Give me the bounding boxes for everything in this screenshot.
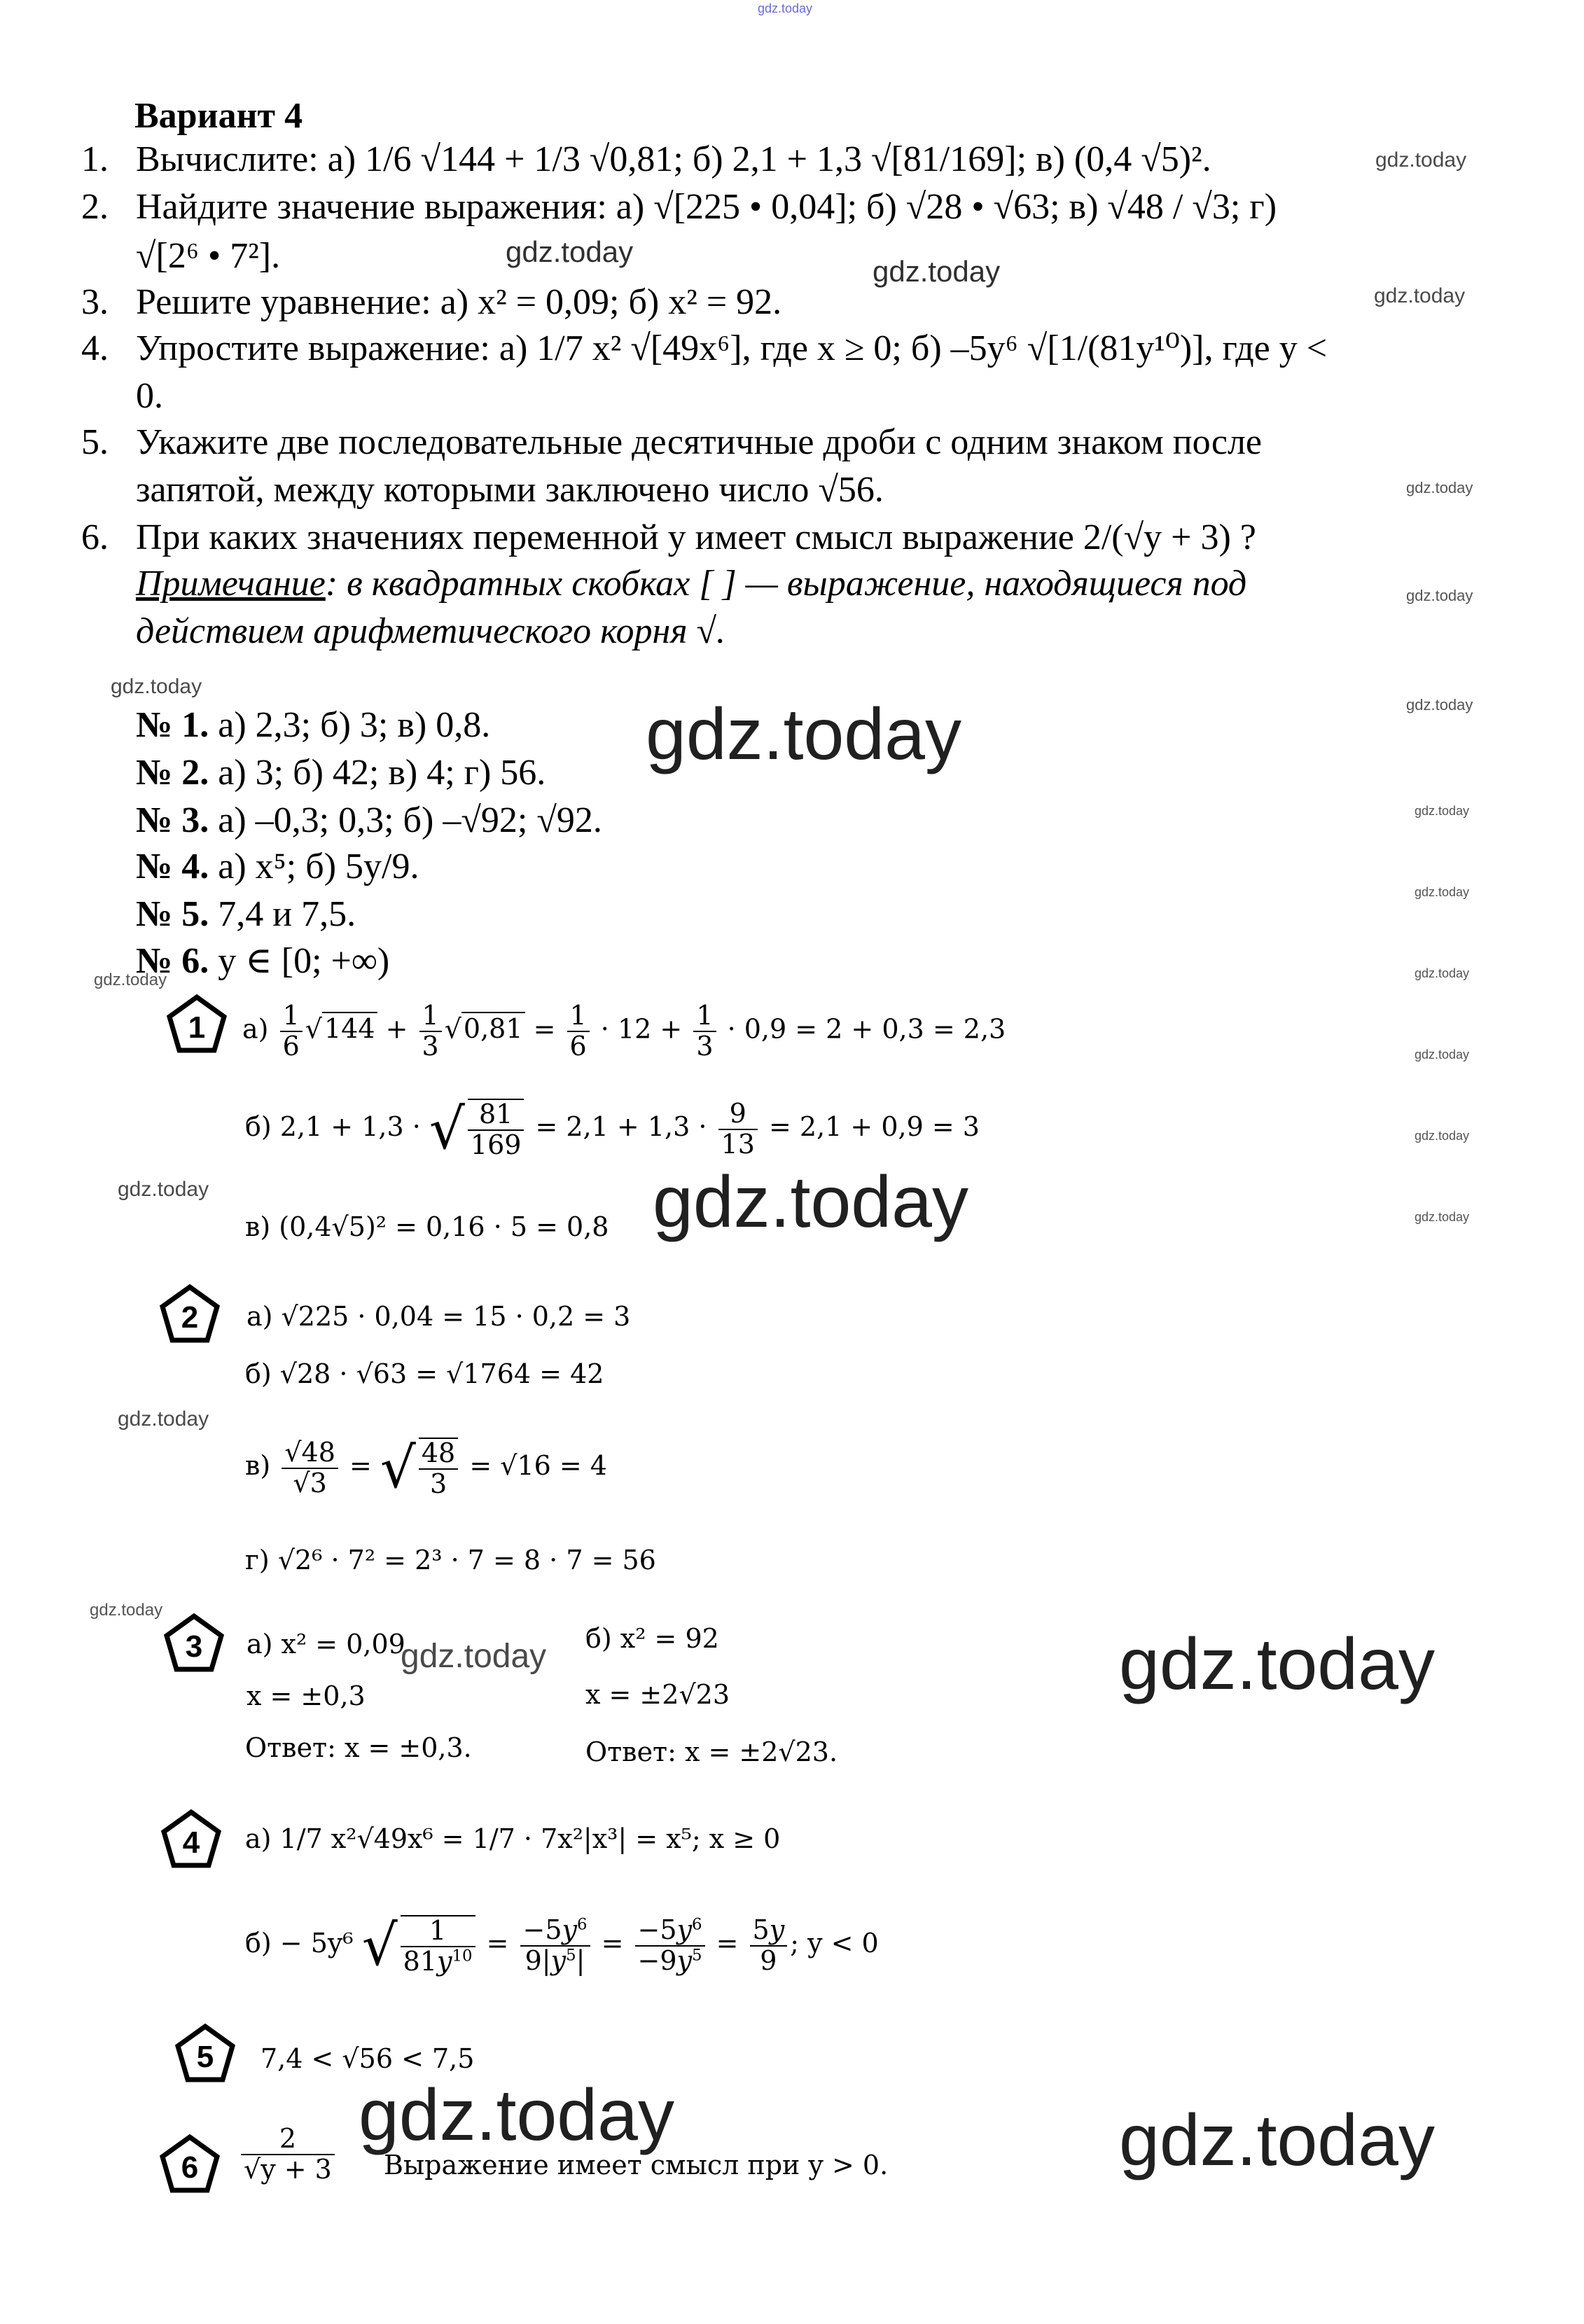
task-number: 3. xyxy=(81,282,109,322)
watermark: gdz.today xyxy=(1415,804,1470,818)
badge-number: 1 xyxy=(188,1010,206,1045)
note-label: Примечание xyxy=(136,564,326,604)
fraction xyxy=(241,2124,335,2185)
solution-6-fraction xyxy=(238,2124,338,2185)
pentagon-badge-4 xyxy=(160,1808,223,1871)
task-2-continued: √[2⁶ • 7²]. xyxy=(136,236,281,276)
answer-label: № 6. xyxy=(136,941,209,981)
task-text: При каких значениях переменной y имеет смысл выражение 2/(√y + 3) ? xyxy=(136,517,1256,557)
fraction: $\frac{5y}{9}$ xyxy=(750,1916,788,1976)
solution-5: 7,4 < √56 < 7,5 xyxy=(260,2043,475,2074)
header-watermark: gdz.today xyxy=(758,1,813,15)
solution-2d: г) √2⁶ · 7² = 2³ · 7 = 8 · 7 = 56 xyxy=(245,1545,656,1575)
badge-number: 3 xyxy=(185,1629,203,1664)
task-text: Упростите выражение: а) 1/7 x² √[49x⁶], где x ≥ 0; б) –5y⁶ √[1/(81y¹⁰)], где y < xyxy=(136,328,1328,368)
fraction: $\frac{81}{169}$ xyxy=(468,1099,524,1160)
watermark: gdz.today xyxy=(1119,2100,1435,2181)
solution-3b-line2: x = ±2√23 xyxy=(585,1679,730,1710)
pentagon-badge-3 xyxy=(162,1612,225,1675)
solution-tail: ; y < 0 xyxy=(790,1928,879,1958)
product: · 12 + xyxy=(592,1013,691,1045)
pentagon-badge-2 xyxy=(158,1283,221,1346)
watermark: gdz.today xyxy=(401,1638,547,1675)
watermark: gdz.today xyxy=(118,1178,209,1201)
watermark: gdz.today xyxy=(1406,479,1473,496)
note xyxy=(136,560,1246,608)
task-4-continued: 0. xyxy=(136,376,163,416)
answer-1 xyxy=(136,704,490,746)
watermark: gdz.today xyxy=(653,1162,968,1243)
fraction: $\frac{√48}{√3}$ xyxy=(282,1438,338,1498)
solution-prefix: б) 2,1 + 1,3 · xyxy=(245,1111,421,1142)
solution-3a-line2: x = ±0,3 xyxy=(246,1681,366,1711)
badge-number: 6 xyxy=(181,2150,199,2185)
solution-6-text: Выражение имеет смысл при y > 0. xyxy=(384,2150,889,2180)
answer-text: y ∈ [0; +∞) xyxy=(209,941,390,981)
answer-text: 7,4 и 7,5. xyxy=(209,894,356,934)
watermark: gdz.today xyxy=(1374,284,1466,307)
answer-6 xyxy=(136,940,389,982)
task-number: 1. xyxy=(81,139,109,179)
solution-4b: б) − 5y⁶ √ $\frac{1}{81y^{10}}$ = $\frac{-5y^6}{9|y^5|}$ = $\frac{-5y^6}{-9y^5}$ = $\frac{5y}{9}$ ; y < 0 xyxy=(245,1913,879,1978)
task-number: 5. xyxy=(81,422,109,462)
sqrt-expression: √0,81 = xyxy=(444,1013,564,1045)
solution-1c: в) (0,4√5)² = 0,16 · 5 = 0,8 xyxy=(245,1211,609,1242)
sqrt-expression: √144 + xyxy=(305,1013,417,1045)
fraction: $\frac{1}{3}$ xyxy=(693,1001,716,1062)
solution-3b-answer: Ответ: x = ±2√23. xyxy=(585,1737,838,1767)
answer-text: а) –0,3; 0,3; б) –√92; √92. xyxy=(209,800,602,840)
solution-2a: а) √225 · 0,04 = 15 · 0,2 = 3 xyxy=(246,1301,631,1332)
pentagon-badge-6 xyxy=(158,2133,221,2196)
task-6 xyxy=(81,514,1256,562)
answer-text: а) 3; б) 42; в) 4; г) 56. xyxy=(209,753,546,793)
answer-2 xyxy=(136,752,546,793)
task-3 xyxy=(81,279,782,326)
solution-1b: б) 2,1 + 1,3 · √ $\frac{81}{169}$ = 2,1 + 1,3 · $\frac{9}{13}$ = 2,1 + 0,9 = 3 xyxy=(245,1097,980,1162)
watermark: gdz.today xyxy=(873,255,1001,288)
denominator: √y + 3 xyxy=(244,2153,332,2185)
solution-tail: = √16 = 4 xyxy=(461,1450,607,1481)
answer-label: № 4. xyxy=(136,847,209,886)
task-text: Решите уравнение: а) x² = 0,09; б) x² = 92. xyxy=(136,282,782,322)
variant-title: Вариант 4 xyxy=(134,96,303,136)
badge-number: 5 xyxy=(196,2040,214,2074)
task-5-continued: запятой, между которыми заключено число √56. xyxy=(136,470,884,510)
fraction: $\frac{48}{3}$ xyxy=(419,1438,458,1499)
pentagon-badge-5 xyxy=(174,2022,237,2085)
watermark: gdz.today xyxy=(1415,966,1470,980)
note-continued: действием арифметического корня √. xyxy=(136,611,726,651)
task-text: Вычислите: а) 1/6 √144 + 1/3 √0,81; б) 2,1 + 1,3 √[81/169]; в) (0,4 √5)². xyxy=(136,139,1211,179)
solution-3a-line1: а) x² = 0,09 xyxy=(246,1629,405,1659)
answer-label: № 3. xyxy=(136,800,209,840)
watermark: gdz.today xyxy=(94,970,167,989)
badge-number: 2 xyxy=(181,1300,199,1335)
watermark: gdz.today xyxy=(1406,696,1473,714)
note-text: : в квадратных скобках [ ] — выражение, находящиеся под xyxy=(325,564,1247,604)
watermark: gdz.today xyxy=(118,1407,209,1431)
solution-tail: = 2 + 0,3 = 2,3 xyxy=(786,1013,1006,1045)
product: · 0,9 xyxy=(718,1013,787,1045)
solution-1a xyxy=(242,1001,1006,1062)
task-text: Укажите две последовательные десятичные дроби с одним знаком после xyxy=(136,422,1263,462)
solution-3b-line1: б) x² = 92 xyxy=(585,1623,719,1654)
solution-prefix: б) − 5y⁶ xyxy=(245,1928,354,1958)
pentagon-badge-1 xyxy=(165,993,228,1056)
solution-prefix: а) xyxy=(242,1013,269,1045)
answer-5 xyxy=(136,893,356,935)
task-5 xyxy=(81,419,1263,466)
task-number: 2. xyxy=(81,187,109,227)
watermark: gdz.today xyxy=(359,2075,674,2156)
badge-number: 4 xyxy=(182,1825,200,1860)
answer-label: № 2. xyxy=(136,753,209,793)
task-text: Найдите значение выражения: а) √[225 • 0,04]; б) √28 • √63; в) √48 / √3; г) xyxy=(136,187,1277,227)
solution-2b: б) √28 · √63 = √1764 = 42 xyxy=(245,1358,604,1389)
fraction: $\frac{1}{3}$ xyxy=(419,1001,442,1062)
task-1 xyxy=(81,136,1211,183)
answer-label: № 1. xyxy=(136,705,209,745)
watermark: gdz.today xyxy=(90,1601,163,1620)
numerator: 2 xyxy=(241,2124,335,2155)
task-number: 6. xyxy=(81,517,109,557)
fraction: $\frac{1}{6}$ xyxy=(567,1001,590,1062)
watermark: gdz.today xyxy=(1415,885,1470,899)
watermark: gdz.today xyxy=(1119,1624,1435,1705)
fraction: $\frac{1}{81y^{10}}$ xyxy=(401,1915,475,1977)
task-number: 4. xyxy=(81,328,109,368)
answer-4 xyxy=(136,846,419,887)
solution-2c: в) $\frac{√48}{√3}$ = √ $\frac{48}{3}$ = √16 = 4 xyxy=(245,1435,607,1501)
watermark: gdz.today xyxy=(1406,587,1473,604)
solution-tail: = 2,1 + 0,9 = 3 xyxy=(760,1111,980,1142)
fraction: $\frac{-5y^6}{9|y^5|}$ xyxy=(520,1916,590,1976)
fraction: $\frac{9}{13}$ xyxy=(718,1099,758,1160)
task-2 xyxy=(81,183,1277,231)
task-4 xyxy=(81,325,1328,373)
watermark: gdz.today xyxy=(1415,1210,1470,1224)
answer-label: № 5. xyxy=(136,894,209,934)
watermark: gdz.today xyxy=(506,235,634,268)
answer-3 xyxy=(136,800,602,841)
solution-prefix: в) xyxy=(245,1450,271,1481)
watermark: gdz.today xyxy=(1415,1048,1470,1062)
watermark: gdz.today xyxy=(646,694,961,775)
fraction: $\frac{-5y^6}{-9y^5}$ xyxy=(635,1916,705,1976)
watermark: gdz.today xyxy=(1415,1129,1470,1143)
answer-text: а) x⁵; б) 5y/9. xyxy=(209,847,419,886)
answer-text: а) 2,3; б) 3; в) 0,8. xyxy=(209,705,491,745)
watermark: gdz.today xyxy=(1375,148,1467,172)
solution-3a-answer: Ответ: x = ±0,3. xyxy=(245,1732,472,1763)
watermark: gdz.today xyxy=(111,675,202,698)
fraction: $\frac{1}{6}$ xyxy=(280,1001,303,1062)
solution-4a: а) 1/7 x²√49x⁶ = 1/7 · 7x²|x³| = x⁵; x ≥ 0 xyxy=(245,1823,781,1854)
